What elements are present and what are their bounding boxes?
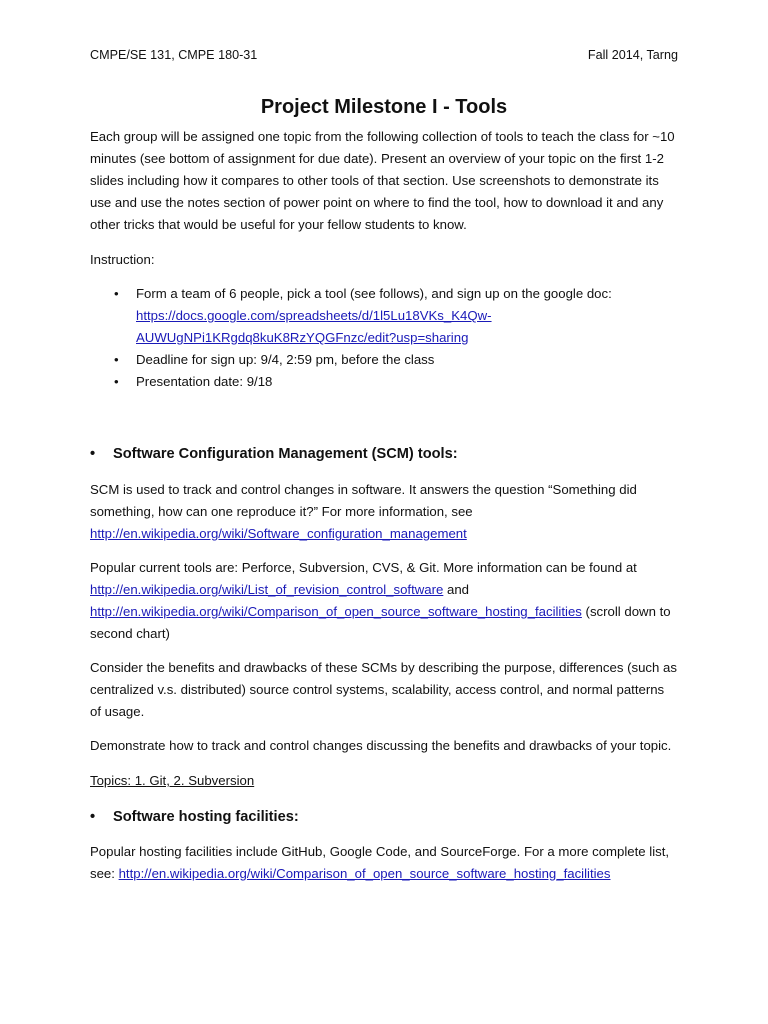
bullet-icon: • xyxy=(114,286,119,301)
scm-p2-tail: (scroll down to second chart) xyxy=(90,604,671,641)
bullet-icon: • xyxy=(90,446,96,462)
hosting-p1-text: Popular hosting facilities include GitHub, Google Code, and SourceForge. For a more complete list, see: xyxy=(90,844,670,881)
list-item xyxy=(114,283,678,349)
revision-control-list-link[interactable]: http://en.wikipedia.org/wiki/List_of_revision_control_software xyxy=(90,582,444,597)
hosting-heading-text: Software hosting facilities: xyxy=(113,809,299,825)
scm-p2-and: and xyxy=(443,582,469,597)
hosting-comparison-link[interactable]: http://en.wikipedia.org/wiki/Comparison_of_open_source_software_hosting_facilities xyxy=(90,604,582,619)
scm-topics: Topics: 1. Git, 2. Subversion xyxy=(90,773,255,788)
scm-p1-text: SCM is used to track and control changes in software. It answers the question “Something did something, how can one reproduce it?” For more information, see xyxy=(90,482,637,519)
page-header xyxy=(90,46,678,64)
scm-paragraph-1 xyxy=(90,479,678,545)
bullet-icon: • xyxy=(90,809,96,825)
scm-paragraph-3: Consider the benefits and drawbacks of these SCMs by describing the purpose, differences (such as centralized v.s. distributed) source control systems, scalability, access control, and normal patterns of usage. xyxy=(90,660,677,719)
list-item xyxy=(114,349,678,371)
scm-heading-text: Software Configuration Management (SCM) tools: xyxy=(113,446,458,462)
hosting-paragraph-1 xyxy=(90,841,678,885)
list-item xyxy=(114,371,678,393)
scm-section-heading xyxy=(90,443,678,465)
course-label: CMPE/SE 131, CMPE 180-31 xyxy=(90,48,258,62)
page-title: Project Milestone I - Tools xyxy=(260,96,508,118)
hosting-section-heading xyxy=(90,806,678,828)
scm-paragraph-2 xyxy=(90,557,678,645)
bullet-icon: • xyxy=(114,352,119,367)
instruction-item-text: Form a team of 6 people, pick a tool (see follows), and sign up on the google doc: xyxy=(136,286,612,301)
instruction-list xyxy=(90,283,678,393)
deadline-text: Deadline for sign up: 9/4, 2:59 pm, before the class xyxy=(136,352,435,367)
scm-paragraph-4: Demonstrate how to track and control changes discussing the benefits and drawbacks of your topic. xyxy=(90,738,672,753)
scm-wiki-link[interactable]: http://en.wikipedia.org/wiki/Software_configuration_management xyxy=(90,526,467,541)
signup-doc-link-line1[interactable]: https://docs.google.com/spreadsheets/d/1l5Lu18VKs_K4Qw- xyxy=(136,308,492,323)
hosting-facilities-link[interactable]: http://en.wikipedia.org/wiki/Comparison_of_open_source_software_hosting_facilities xyxy=(118,866,611,881)
instruction-label: Instruction: xyxy=(90,252,155,267)
signup-doc-link[interactable] xyxy=(136,308,492,345)
bullet-icon: • xyxy=(114,374,119,389)
term-label: Fall 2014, Tarng xyxy=(587,48,678,62)
presentation-date-text: Presentation date: 9/18 xyxy=(136,374,273,389)
scm-p2-text: Popular current tools are: Perforce, Subversion, CVS, & Git. More information can be found at xyxy=(90,560,637,575)
intro-paragraph: Each group will be assigned one topic from the following collection of tools to teach the class for ~10 minutes (see bottom of assignment for due date). Present an overview of your topic on the first 1-2 slides including how it compares to other tools of that section. Use screenshots to demonstrate its use and use the notes section of power point on where to find the tool, how to download it and any other tricks that would be useful for your fellow students to know. xyxy=(90,129,675,232)
signup-doc-link-line2[interactable]: AUWUgNPi1KRgdq8kuK8RzYQGFnzc/edit?usp=sharing xyxy=(136,330,469,345)
